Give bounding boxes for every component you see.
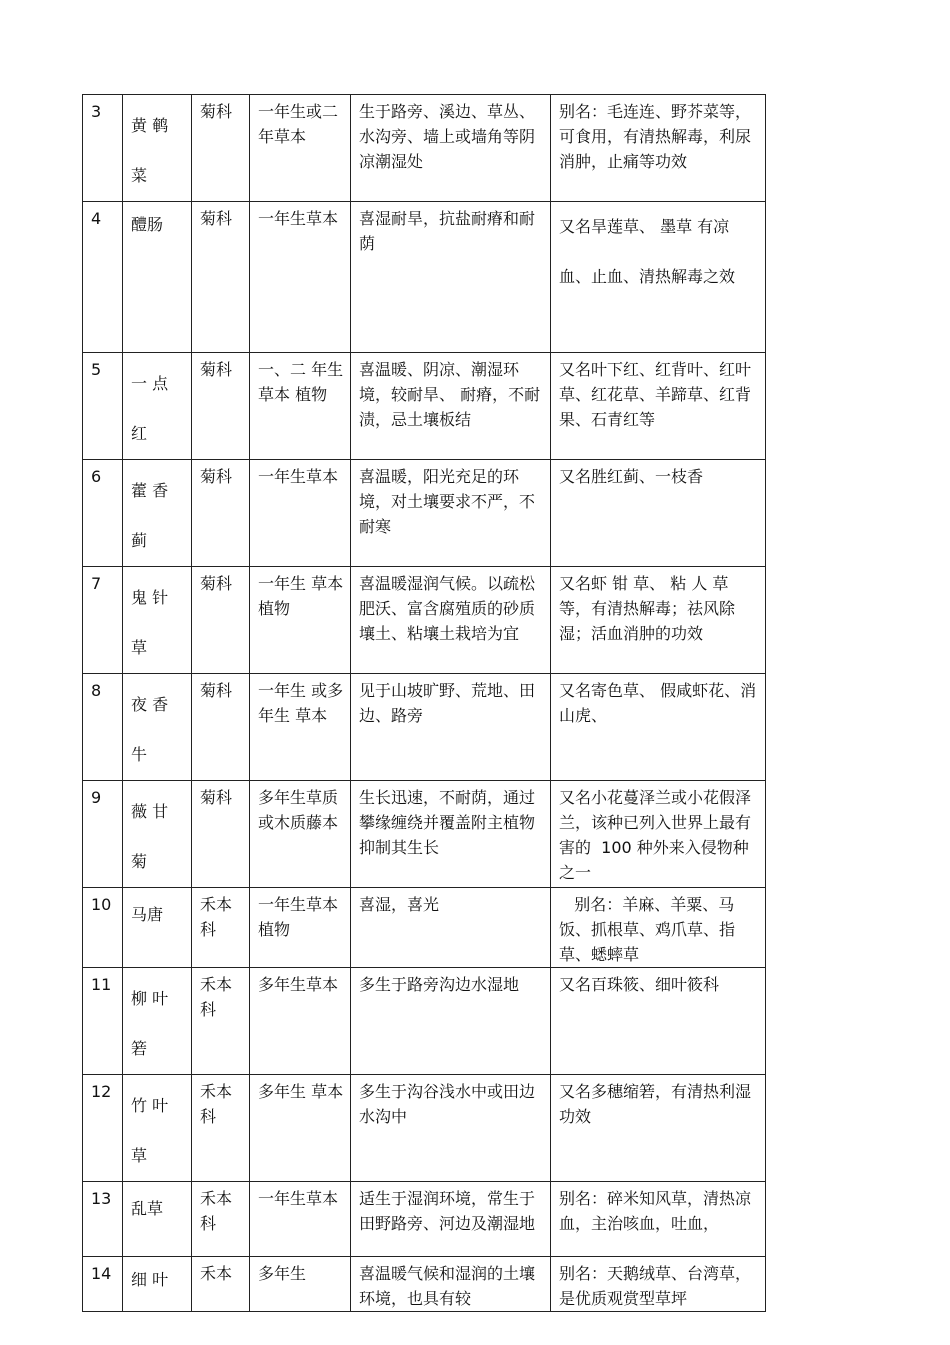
lifecycle-cell: 一年生 或多年生 草本 <box>250 674 351 781</box>
lifecycle-cell: 一年生草本 <box>250 202 351 353</box>
row-number-cell: 11 <box>83 968 123 1075</box>
species-name-cell <box>123 1182 192 1257</box>
lifecycle-cell: 多年生草质或木质藤本 <box>250 781 351 888</box>
lifecycle-cell: 一、二 年生草本 植物 <box>250 353 351 460</box>
lifecycle-cell: 一年生草本植物 <box>250 888 351 968</box>
table-body <box>83 95 766 1312</box>
habitat-cell: 喜温暖、阴凉、潮湿环境，较耐旱、 耐瘠，不耐渍，忌土壤板结 <box>351 353 551 460</box>
row-number-cell: 8 <box>83 674 123 781</box>
family-cell: 禾本科 <box>192 888 250 968</box>
species-name-line: 薇 甘 <box>131 802 169 821</box>
row-number-cell: 12 <box>83 1075 123 1182</box>
family-cell: 禾本 <box>192 1257 250 1312</box>
habitat-cell: 适生于湿润环境，常生于田野路旁、河边及潮湿地 <box>351 1182 551 1257</box>
table-row <box>83 1182 766 1257</box>
species-name-cell <box>123 781 192 888</box>
table-row <box>83 567 766 674</box>
table-row <box>83 968 766 1075</box>
uses-cell: 又名寄色草、 假咸虾花、消山虎、 <box>551 674 766 781</box>
plant-species-table <box>82 94 766 1312</box>
uses-cell: 别名：羊麻、羊粟、马饭、抓根草、鸡爪草、指草、蟋蟀草 <box>551 888 766 968</box>
family-cell: 菊科 <box>192 460 250 567</box>
species-name-cell <box>123 1075 192 1182</box>
species-name-cell <box>123 95 192 202</box>
family-cell: 菊科 <box>192 95 250 202</box>
row-number-cell: 4 <box>83 202 123 353</box>
lifecycle-cell: 多年生 <box>250 1257 351 1312</box>
species-name-cell <box>123 968 192 1075</box>
family-cell: 菊科 <box>192 567 250 674</box>
species-name-cell <box>123 674 192 781</box>
row-number-cell: 13 <box>83 1182 123 1257</box>
species-name-cell <box>123 1257 192 1312</box>
uses-cell: 别名：天鹅绒草、台湾草，是优质观赏型草坪 <box>551 1257 766 1312</box>
habitat-cell: 多生于沟谷浅水中或田边水沟中 <box>351 1075 551 1182</box>
uses-cell: 又名旱莲草、 墨草 有凉血、止血、清热解毒之效 <box>551 202 766 353</box>
species-name-line: 柳 叶 <box>131 989 169 1008</box>
species-name-line: 一 点 <box>131 374 169 393</box>
habitat-cell: 喜温暖湿润气候。以疏松肥沃、富含腐殖质的砂质壤土、粘壤土栽培为宜 <box>351 567 551 674</box>
row-number-cell: 7 <box>83 567 123 674</box>
habitat-cell: 多生于路旁沟边水湿地 <box>351 968 551 1075</box>
uses-cell: 又名胜红蓟、一枝香 <box>551 460 766 567</box>
family-cell: 禾本科 <box>192 1075 250 1182</box>
uses-cell: 又名虾 钳 草、 粘 人 草等，有清热解毒；祛风除湿；活血消肿的功效 <box>551 567 766 674</box>
species-name-cell <box>123 353 192 460</box>
family-cell: 菊科 <box>192 781 250 888</box>
habitat-cell: 喜温暖气候和湿润的土壤环境，也具有较 <box>351 1257 551 1312</box>
row-number-cell: 5 <box>83 353 123 460</box>
species-name-line: 竹 叶 <box>131 1096 169 1115</box>
species-name-line: 菜 <box>131 166 148 185</box>
lifecycle-cell: 一年生草本 <box>250 1182 351 1257</box>
row-number-cell: 3 <box>83 95 123 202</box>
uses-cell: 又名百珠筱、细叶筱科 <box>551 968 766 1075</box>
species-name-line: 草 <box>131 638 148 657</box>
uses-cell: 又名多穗缩箬，有清热利湿功效 <box>551 1075 766 1182</box>
species-name-line: 草 <box>131 1146 148 1165</box>
lifecycle-cell: 多年生 草本 <box>250 1075 351 1182</box>
habitat-cell: 生于路旁、溪边、草丛、水沟旁、墙上或墙角等阴凉潮湿处 <box>351 95 551 202</box>
habitat-cell: 喜湿，喜光 <box>351 888 551 968</box>
species-table-page <box>82 94 765 1308</box>
species-name-line: 牛 <box>131 745 148 764</box>
table-row <box>83 1075 766 1182</box>
row-number-cell: 6 <box>83 460 123 567</box>
species-name-line: 夜 香 <box>131 695 169 714</box>
species-name-cell <box>123 202 192 353</box>
species-name-line: 马唐 <box>131 905 164 924</box>
lifecycle-cell: 一年生草本 <box>250 460 351 567</box>
family-cell: 菊科 <box>192 353 250 460</box>
species-name-line: 蓟 <box>131 531 148 550</box>
species-name-line: 红 <box>131 424 148 443</box>
family-cell: 菊科 <box>192 674 250 781</box>
habitat-cell: 生长迅速，不耐荫，通过攀缘缠绕并覆盖附主植物抑制其生长 <box>351 781 551 888</box>
species-name-line: 菊 <box>131 852 148 871</box>
species-name-line: 黄 鹌 <box>131 116 169 135</box>
species-name-line: 细 叶 <box>131 1270 169 1289</box>
row-number-cell: 9 <box>83 781 123 888</box>
habitat-cell: 见于山坡旷野、荒地、田边、路旁 <box>351 674 551 781</box>
uses-cell: 别名：毛连连、野芥菜等，可食用，有清热解毒，利尿消肿，止痛等功效 <box>551 95 766 202</box>
species-name-cell <box>123 460 192 567</box>
family-cell: 禾本科 <box>192 1182 250 1257</box>
table-row <box>83 202 766 353</box>
uses-cell: 别名：碎米知风草，清热凉血，主治咳血，吐血， <box>551 1182 766 1257</box>
species-name-line: 箬 <box>131 1039 148 1058</box>
lifecycle-cell: 一年生 草本植物 <box>250 567 351 674</box>
species-name-line: 鬼 针 <box>131 588 169 607</box>
table-row <box>83 353 766 460</box>
species-name-line: 醴肠 <box>131 215 164 234</box>
family-cell: 禾本科 <box>192 968 250 1075</box>
table-row <box>83 888 766 968</box>
species-name-line: 乱草 <box>131 1199 164 1218</box>
lifecycle-cell: 一年生或二年草本 <box>250 95 351 202</box>
habitat-cell: 喜温暖，阳光充足的环境，对土壤要求不严，不耐寒 <box>351 460 551 567</box>
species-name-cell <box>123 888 192 968</box>
table-row <box>83 1257 766 1312</box>
table-row <box>83 95 766 202</box>
lifecycle-cell: 多年生草本 <box>250 968 351 1075</box>
table-row <box>83 674 766 781</box>
table-row <box>83 781 766 888</box>
row-number-cell: 10 <box>83 888 123 968</box>
table-row <box>83 460 766 567</box>
species-name-cell <box>123 567 192 674</box>
family-cell: 菊科 <box>192 202 250 353</box>
uses-cell: 又名叶下红、红背叶、红叶草、红花草、羊蹄草、红背果、石青红等 <box>551 353 766 460</box>
species-name-line: 藿 香 <box>131 481 169 500</box>
uses-cell: 又名小花蔓泽兰或小花假泽兰，该种已列入世界上最有害的 100 种外来入侵物种之一 <box>551 781 766 888</box>
row-number-cell: 14 <box>83 1257 123 1312</box>
habitat-cell: 喜湿耐旱，抗盐耐瘠和耐荫 <box>351 202 551 353</box>
